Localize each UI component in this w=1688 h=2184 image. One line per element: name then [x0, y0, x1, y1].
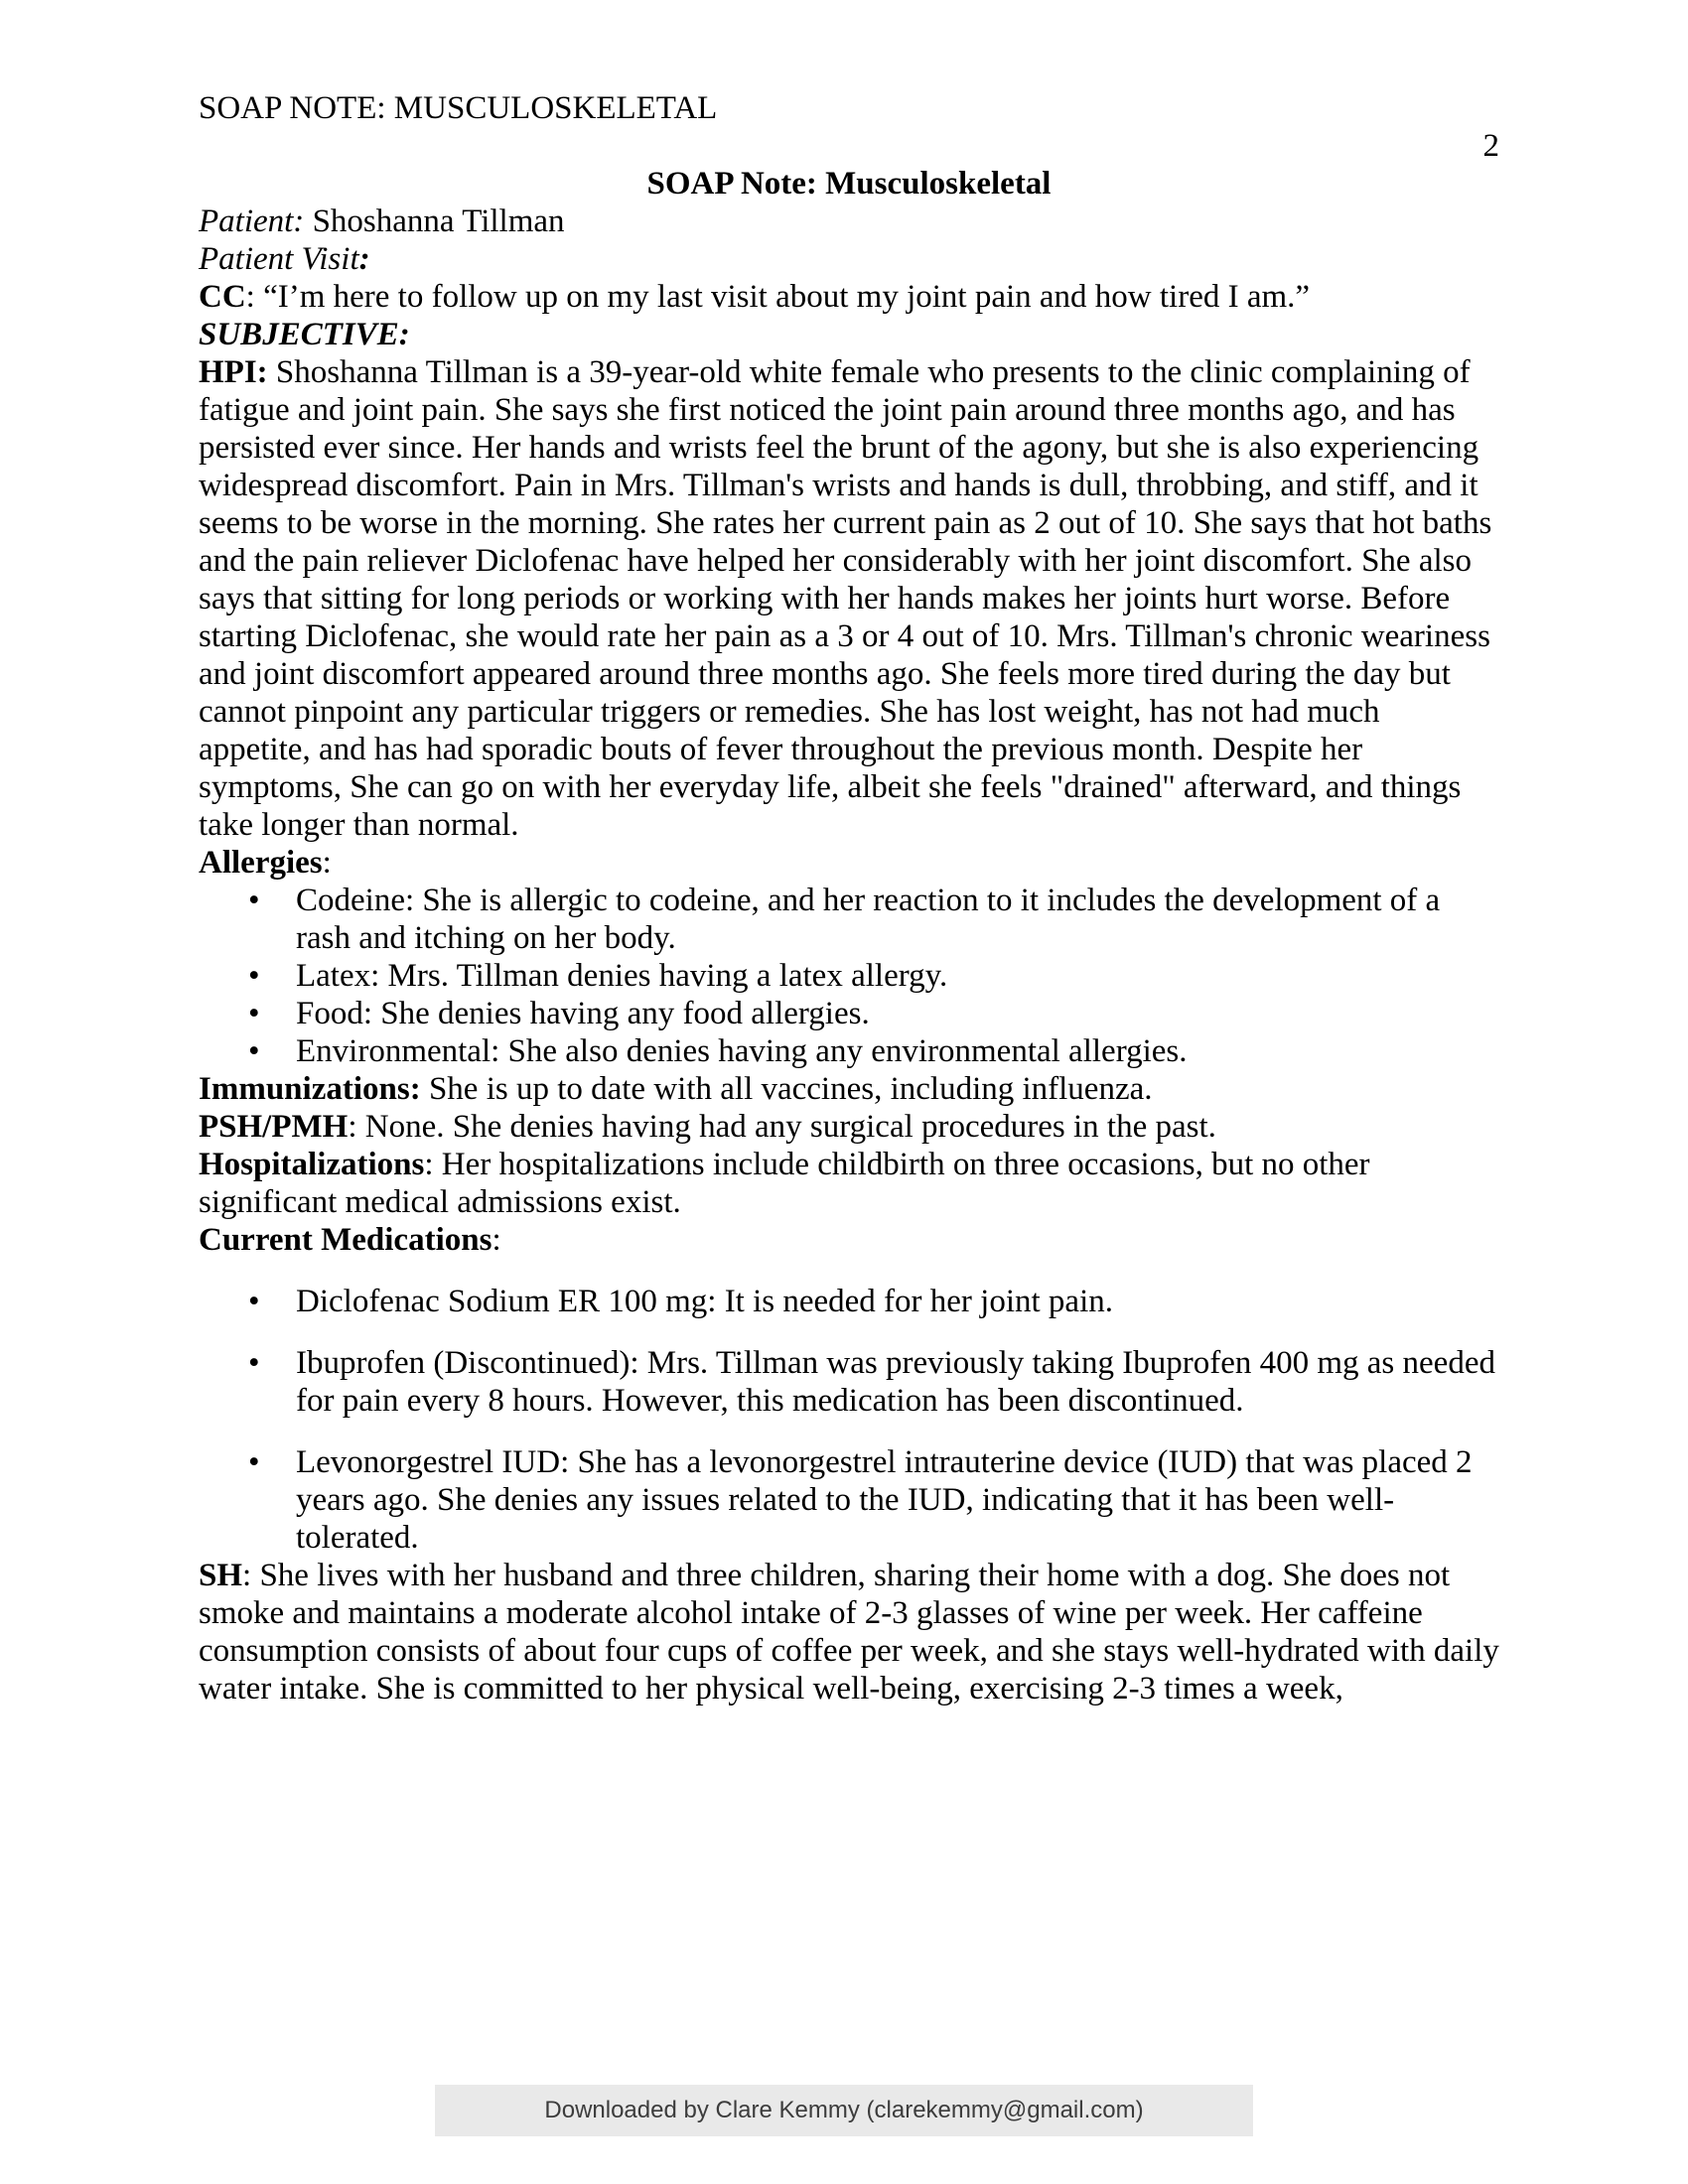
patient-label: Patient:	[199, 204, 305, 239]
subjective-heading: SUBJECTIVE:	[199, 317, 410, 352]
cc-text: : “I’m here to follow up on my last visit about my joint pain and how tired I am.”	[245, 279, 1311, 315]
sh-label: SH	[199, 1558, 243, 1593]
page-number: 2	[1482, 128, 1499, 164]
allergy-item-text: Latex: Mrs. Tillman denies having a latex allergy.	[296, 958, 948, 994]
hospitalizations-text: : Her hospitalizations include childbirth on three occasions, but no other significant medical admissions exist.	[199, 1147, 1370, 1220]
immunizations-line	[199, 1070, 1499, 1108]
allergy-item-text: Environmental: She also denies having any environmental allergies.	[296, 1033, 1188, 1069]
immunizations-label: Immunizations:	[199, 1071, 421, 1107]
allergy-item-latex	[199, 957, 1499, 995]
allergy-item-codeine	[199, 882, 1499, 957]
hpi-text: Shoshanna Tillman is a 39-year-old white female who presents to the clinic complaining of fatigue and joint pain. She says she first noticed the joint pain around three months ago, and has persisted ever since. Her hands and wrists feel the brunt of the agony, but she is also experiencing widespread discomfort. Pain in Mrs. Tillman's wrists and hands is dull, throbbing, and stiff, and it seems to be worse in the morning. She rates her current pain as 2 out of 10. She says that hot baths and the pain reliever Diclofenac have helped her considerably with her joint discomfort. She also says that sitting for long periods or working with her hands makes her joints hurt worse. Before starting Diclofenac, she would rate her pain as a 3 or 4 out of 10. Mrs. Tillman's chronic weariness and joint discomfort appeared around three months ago. She feels more tired during the day but cannot pinpoint any particular triggers or remedies. She has lost weight, has not had much appetite, and has had sporadic bouts of fever throughout the previous month. Despite her symptoms, She can go on with her everyday life, albeit she feels "drained" afterward, and things take longer than normal.	[199, 354, 1492, 843]
patient-visit-label: Patient Visit	[199, 241, 359, 277]
psh-pmh-text: : None. She denies having had any surgical procedures in the past.	[348, 1109, 1216, 1145]
current-medications-heading	[199, 1221, 1499, 1259]
allergies-list	[199, 882, 1499, 1070]
current-medications-label: Current Medications	[199, 1222, 492, 1258]
medication-item-text: Levonorgestrel IUD: She has a levonorgestrel intrauterine device (IUD) that was placed 2 years ago. She denies any issues related to the IUD, indicating that it has been well-tolerated.	[296, 1444, 1473, 1556]
medication-item-diclofenac	[199, 1283, 1499, 1320]
hpi-paragraph	[199, 353, 1499, 844]
allergies-colon: :	[322, 845, 332, 881]
allergy-item-environmental	[199, 1032, 1499, 1070]
cc-line	[199, 278, 1499, 316]
download-attribution: Downloaded by Clare Kemmy (clarekemmy@gmail.com)	[435, 2085, 1252, 2136]
medications-list	[199, 1283, 1499, 1557]
patient-visit-colon: :	[358, 241, 370, 277]
page-footer	[0, 2085, 1688, 2136]
medication-item-levonorgestrel-iud	[199, 1443, 1499, 1557]
patient-visit-line	[199, 240, 1499, 278]
medication-item-ibuprofen	[199, 1344, 1499, 1420]
allergy-item-food	[199, 995, 1499, 1032]
current-medications-colon: :	[492, 1222, 501, 1258]
allergies-heading	[199, 844, 1499, 882]
psh-pmh-label: PSH/PMH	[199, 1109, 349, 1145]
sh-text: : She lives with her husband and three children, sharing their home with a dog. She does not smoke and maintains a moderate alcohol intake of 2-3 glasses of wine per week. Her caffeine consumption consists of about four cups of coffee per week, and she stays well-hydrated with daily water intake. She is committed to her physical well-being, exercising 2-3 times a week,	[199, 1558, 1499, 1706]
medication-item-text: Ibuprofen (Discontinued): Mrs. Tillman was previously taking Ibuprofen 400 mg as needed for pain every 8 hours. However, this medication has been discontinued.	[296, 1345, 1495, 1419]
sh-paragraph	[199, 1557, 1499, 1707]
allergy-item-text: Codeine: She is allergic to codeine, and her reaction to it includes the development of a rash and itching on her body.	[296, 883, 1441, 956]
allergies-label: Allergies	[199, 845, 323, 881]
hpi-label: HPI:	[199, 354, 268, 390]
hospitalizations-label: Hospitalizations	[199, 1147, 425, 1182]
hospitalizations-line	[199, 1146, 1499, 1221]
psh-pmh-line	[199, 1108, 1499, 1146]
patient-name: Shoshanna Tillman	[312, 204, 565, 239]
running-head: SOAP NOTE: MUSCULOSKELETAL	[199, 90, 718, 126]
cc-label: CC	[199, 279, 246, 315]
medication-item-text: Diclofenac Sodium ER 100 mg: It is needed for her joint pain.	[296, 1284, 1113, 1319]
patient-line	[199, 203, 1499, 240]
immunizations-text: She is up to date with all vaccines, including influenza.	[428, 1071, 1153, 1107]
allergy-item-text: Food: She denies having any food allergies.	[296, 996, 870, 1031]
document-title: SOAP Note: Musculoskeletal	[646, 166, 1052, 202]
